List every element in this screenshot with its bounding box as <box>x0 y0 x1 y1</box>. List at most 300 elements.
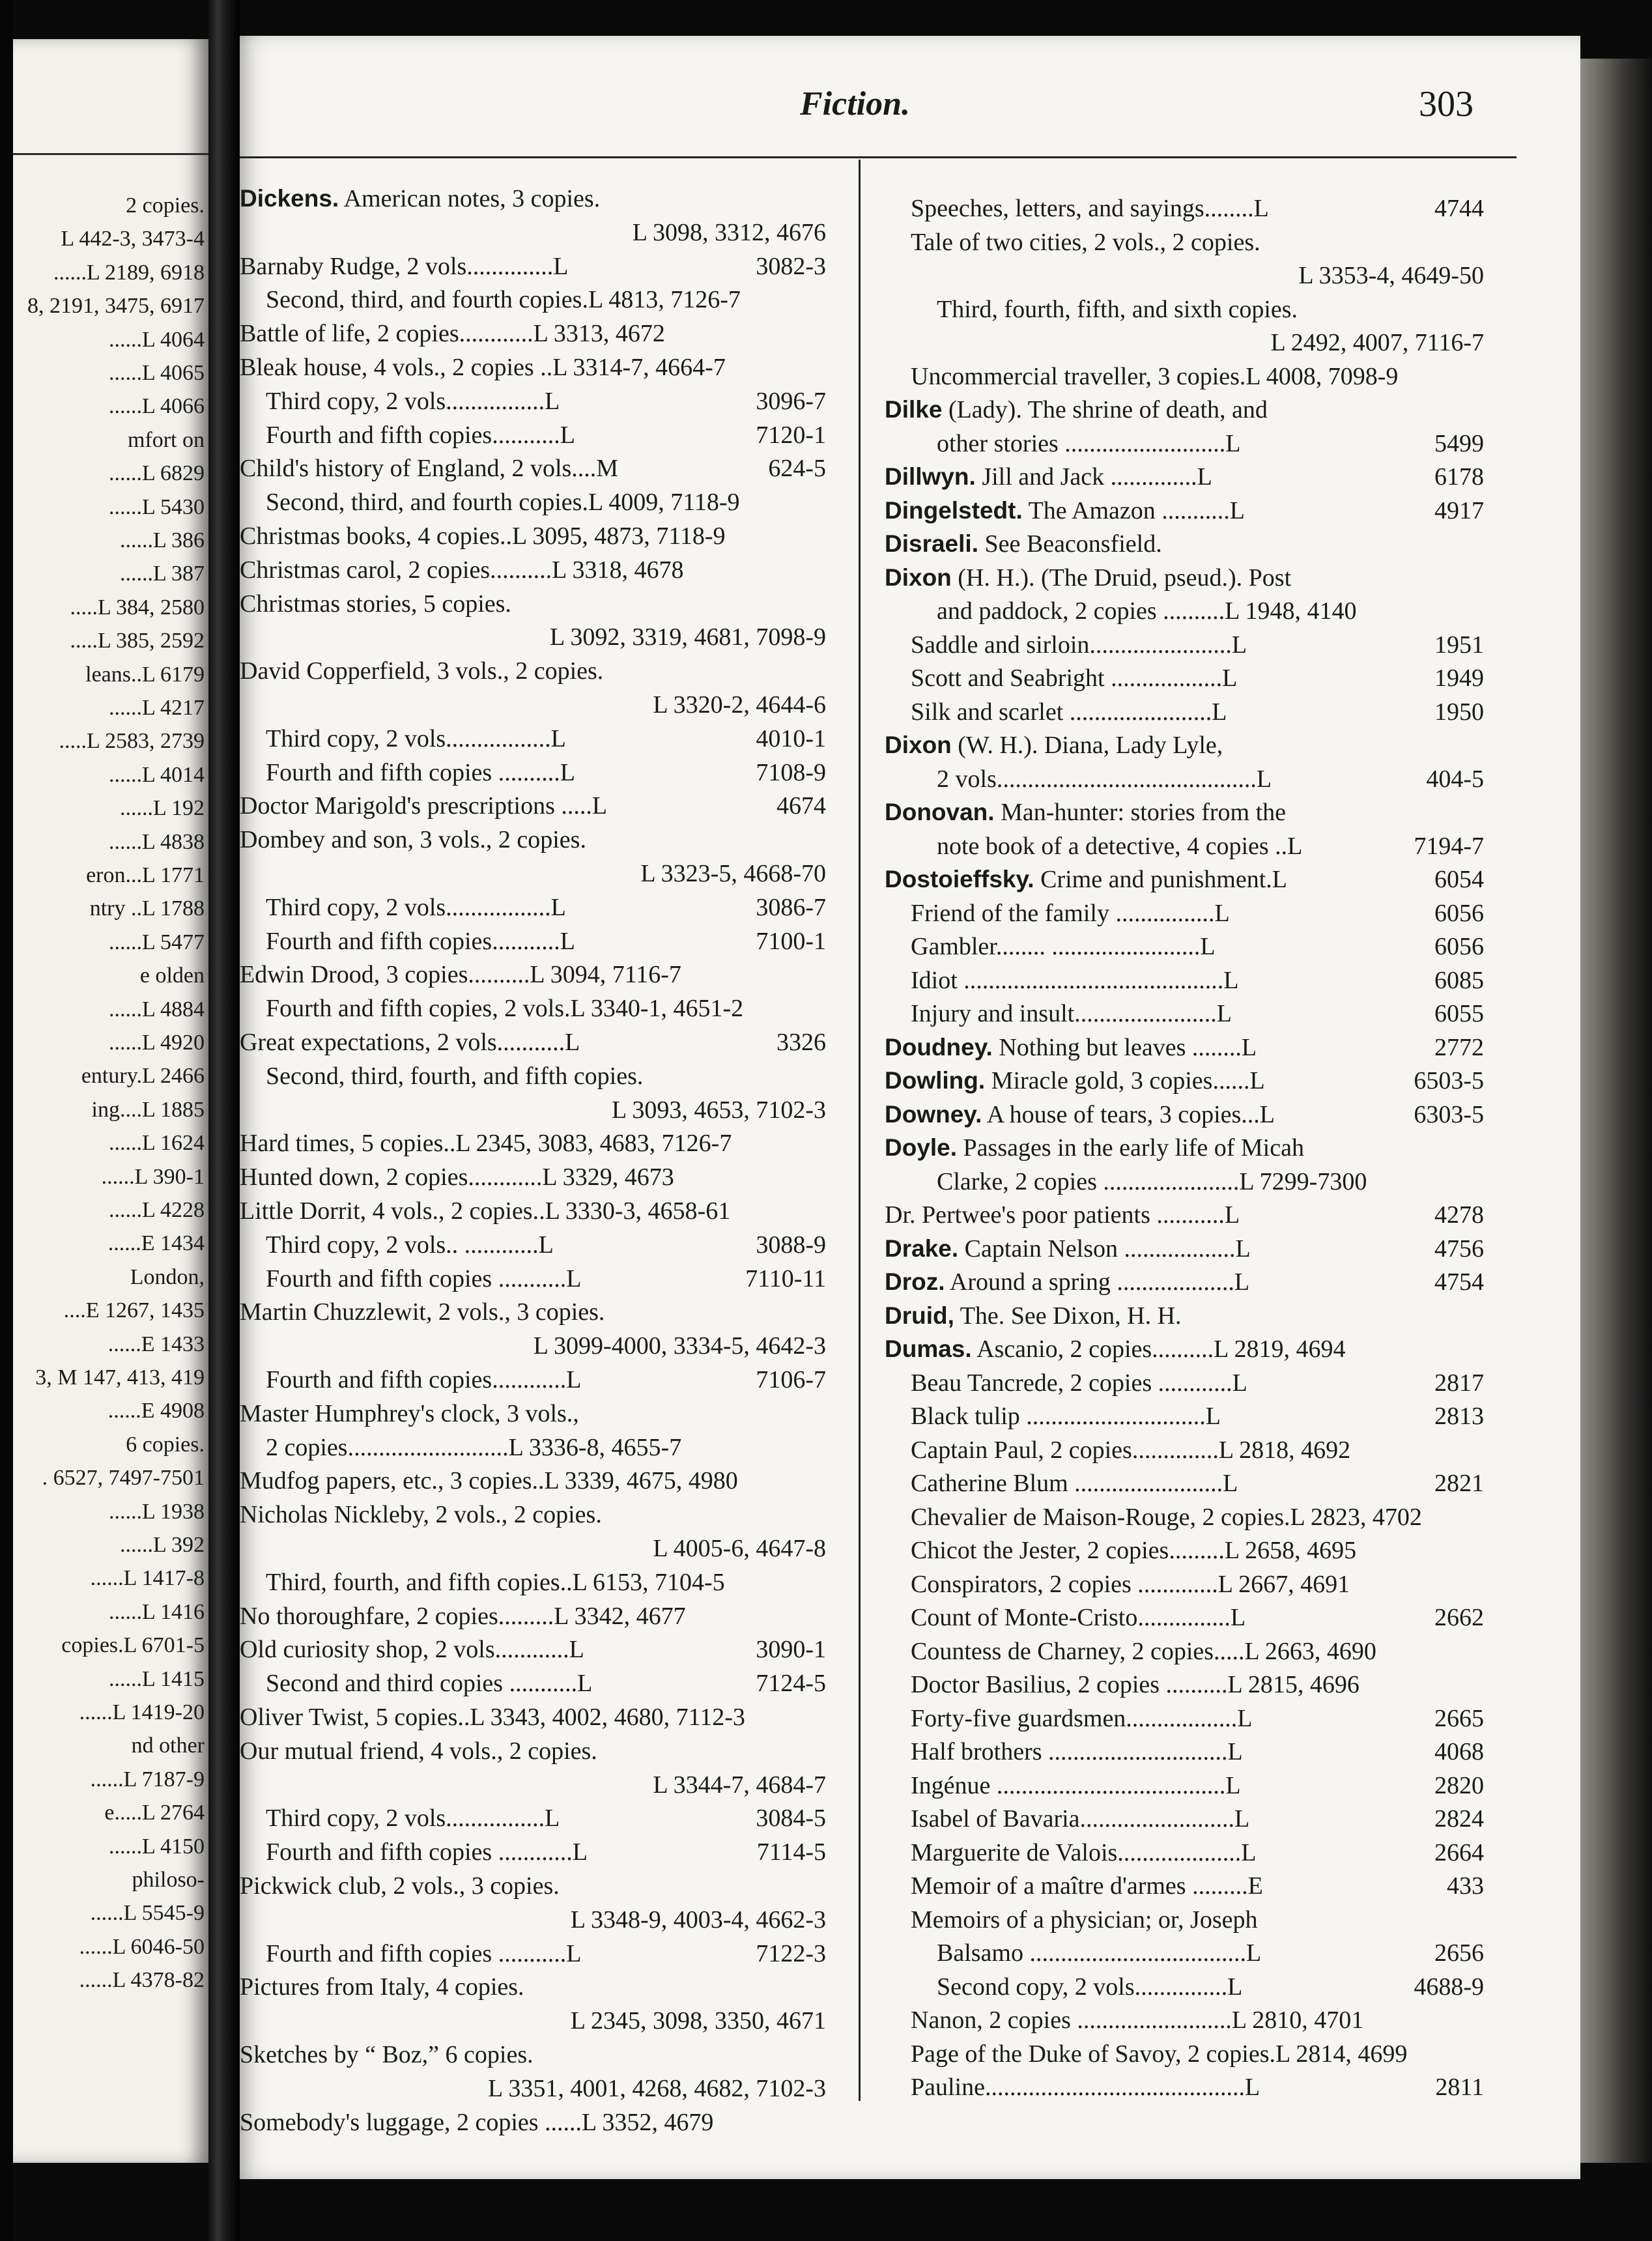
title-text: Catherine Blum ........................L <box>911 1470 1238 1497</box>
entry-text <box>885 1300 1182 1332</box>
call-numbers: 6503-5 <box>1414 1067 1484 1094</box>
index-entry <box>240 486 826 519</box>
entry-text <box>885 393 1268 426</box>
title-text: Idiot ..........................................L <box>911 966 1239 994</box>
entry-text <box>937 763 1272 795</box>
index-entry <box>885 964 1484 997</box>
title-text: A house of tears, 3 copies...L <box>986 1100 1275 1128</box>
entry-text <box>911 226 1260 259</box>
index-entry <box>240 1229 826 1261</box>
call-numbers: 3086-7 <box>756 893 826 921</box>
call-numbers: 3082-3 <box>756 252 826 280</box>
index-entry <box>885 1769 1484 1802</box>
entry-text <box>885 1199 1240 1231</box>
entry-text <box>240 1397 579 1430</box>
index-entry <box>240 216 826 249</box>
title-text: note book of a detective, 4 copies ..L <box>937 832 1303 860</box>
left-fragment-line <box>13 859 208 892</box>
index-entry <box>240 283 826 316</box>
entry-text <box>240 182 600 215</box>
entry-text <box>911 1769 1241 1802</box>
title-text: Tale of two cities, 2 vols., 2 copies. <box>911 228 1260 256</box>
title-text: Oliver Twist, 5 copies..L 3343, 4002, 4680, 7112-3 <box>240 1704 745 1731</box>
left-fragment-text: ntry ..L 1788 <box>89 896 205 921</box>
entry-text <box>240 790 607 822</box>
index-entry <box>240 1600 826 1633</box>
entry-text <box>240 1127 732 1160</box>
left-fragment-line <box>13 993 208 1027</box>
index-entry <box>240 621 826 653</box>
index-entry <box>240 655 826 687</box>
call-numbers: 6056 <box>1434 933 1484 960</box>
title-text: Third copy, 2 vols.................L <box>266 724 566 752</box>
entry-text <box>266 1060 643 1092</box>
author-heading: Doudney. <box>885 1033 993 1061</box>
index-entry <box>885 997 1484 1030</box>
title-text: Scott and Seabright ..................L <box>911 664 1238 692</box>
entry-text <box>885 528 1162 560</box>
entry-text <box>266 1836 588 1868</box>
call-numbers: L 3351, 4001, 4268, 4682, 7102-3 <box>488 2074 826 2102</box>
call-numbers: 7120-1 <box>756 421 826 449</box>
title-text: and paddock, 2 copies ..........L 1948, 4140 <box>937 597 1357 625</box>
entry-text <box>911 997 1232 1030</box>
left-fragment-text: 3, M 147, 413, 419 <box>35 1365 205 1390</box>
index-entry <box>885 930 1484 963</box>
left-fragment-text: L 442-3, 3473-4 <box>61 227 205 251</box>
index-entry <box>885 360 1484 393</box>
index-entry <box>240 588 826 620</box>
index-entry <box>240 1735 826 1767</box>
left-fragment-line <box>13 1294 208 1328</box>
call-numbers: 7108-9 <box>756 758 826 786</box>
index-entry <box>885 1333 1484 1365</box>
call-numbers: 4754 <box>1434 1268 1484 1296</box>
title-text: Uncommercial traveller, 3 copies.L 4008, 7098-9 <box>911 362 1399 390</box>
call-numbers: 6055 <box>1434 1000 1484 1027</box>
title-text: Crime and punishment.L <box>1040 866 1287 893</box>
entry-text <box>240 452 618 485</box>
title-text: Miracle gold, 3 copies......L <box>991 1067 1265 1094</box>
book-gutter <box>208 0 240 2241</box>
left-fragment-line <box>13 1528 208 1562</box>
left-fragment-text: ......L 1419-20 <box>79 1700 205 1724</box>
title-text: Third copy, 2 vols.................L <box>266 893 566 921</box>
index-entry <box>885 192 1484 225</box>
left-fragment-text: ......L 4150 <box>108 1834 205 1859</box>
call-numbers: 7122-3 <box>756 1939 826 1967</box>
entry-text <box>240 554 683 586</box>
left-fragment-line <box>13 1361 208 1395</box>
index-entry <box>885 763 1484 795</box>
entry-text <box>911 2038 1407 2070</box>
left-fragment-line <box>13 1328 208 1362</box>
entry-text <box>266 1937 581 1970</box>
entry-text <box>240 588 511 620</box>
author-heading: Droz. <box>885 1268 945 1295</box>
title-text: Somebody's luggage, 2 copies ......L 3352, 4679 <box>240 2108 714 2136</box>
index-entry <box>240 1431 826 1464</box>
left-fragment-line <box>13 1796 208 1830</box>
index-entry <box>885 830 1484 863</box>
entry-text <box>266 419 575 451</box>
title-text: Mudfog papers, etc., 3 copies..L 3339, 4675, 4980 <box>240 1467 738 1495</box>
index-entry <box>240 891 826 924</box>
author-heading: Dostoieffsky. <box>885 866 1034 892</box>
title-text: Memoir of a maître d'armes .........E <box>911 1872 1263 1900</box>
entry-text <box>911 1735 1243 1768</box>
title-text: Jill and Jack ..............L <box>982 463 1212 491</box>
index-entry <box>240 1195 826 1227</box>
title-text: Fourth and fifth copies...........L <box>266 927 575 955</box>
index-entry <box>885 393 1484 426</box>
title-text: Page of the Duke of Savoy, 2 copies.L 2814, 4699 <box>911 2040 1408 2068</box>
left-fragment-line <box>13 1394 208 1428</box>
index-entry <box>240 182 826 215</box>
index-entry <box>240 689 826 721</box>
call-numbers: L 3344-7, 4684-7 <box>653 1771 826 1799</box>
left-fragment-line <box>13 189 208 223</box>
title-text: Christmas stories, 5 copies. <box>240 590 511 618</box>
author-heading: Druid, <box>885 1302 954 1329</box>
author-heading: Disraeli. <box>885 530 978 557</box>
title-text: Master Humphrey's clock, 3 vols., <box>240 1399 579 1427</box>
entry-text <box>240 1464 738 1497</box>
index-entry <box>240 1532 826 1565</box>
title-text: Third, fourth, fifth, and sixth copies. <box>937 295 1298 323</box>
entry-text <box>266 925 575 958</box>
title-text: Our mutual friend, 4 vols., 2 copies. <box>240 1737 597 1765</box>
title-text: Ascanio, 2 copies..........L 2819, 4694 <box>976 1335 1346 1363</box>
entry-text <box>911 1601 1246 1634</box>
call-numbers: 404-5 <box>1426 765 1484 793</box>
left-fragment-text: 8, 2191, 3475, 6917 <box>27 294 205 319</box>
index-entry <box>885 293 1484 326</box>
entry-text <box>240 1026 580 1059</box>
left-fragment-line <box>13 1160 208 1194</box>
title-text: Nothing but leaves ........L <box>999 1033 1257 1061</box>
index-entry <box>240 925 826 958</box>
title-text: Second, third, and fourth copies.L 4813, 7126-7 <box>266 286 741 314</box>
index-entry <box>240 1802 826 1834</box>
entry-text <box>266 1363 581 1396</box>
title-text: Martin Chuzzlewit, 2 vols., 3 copies. <box>240 1298 605 1326</box>
call-numbers: 2662 <box>1434 1604 1484 1631</box>
left-fragment-text: ......L 2189, 6918 <box>53 260 205 285</box>
index-entry <box>240 2072 826 2105</box>
index-entry <box>240 452 826 485</box>
entry-text <box>911 1568 1350 1601</box>
call-numbers: 4068 <box>1434 1738 1484 1765</box>
entry-text <box>885 729 1223 762</box>
entry-text <box>266 1263 581 1295</box>
index-entry <box>240 1263 826 1295</box>
index-entry <box>240 385 826 418</box>
title-text: Forty-five guardsmen..................L <box>911 1704 1253 1732</box>
left-fragment-line <box>13 1261 208 1294</box>
index-entry <box>240 554 826 586</box>
entry-text <box>240 1498 602 1531</box>
index-entry <box>885 461 1484 493</box>
index-entry <box>885 1702 1484 1735</box>
title-text: 2 vols..........................................L <box>937 765 1272 793</box>
call-numbers: 3090-1 <box>756 1636 826 1664</box>
left-fragment-text: ......L 5477 <box>108 930 205 954</box>
author-heading: Dickens. <box>240 185 339 212</box>
entry-text <box>266 1229 554 1261</box>
index-entry <box>240 1296 826 1328</box>
left-fragment-line <box>13 1461 208 1495</box>
left-fragment-line <box>13 1093 208 1127</box>
entry-text <box>266 1431 681 1464</box>
call-numbers: 4010-1 <box>756 724 826 752</box>
left-fragment-text: .....L 384, 2580 <box>70 595 205 620</box>
left-fragment-text: ......E 1433 <box>107 1332 205 1356</box>
left-fragment-text: .....L 385, 2592 <box>70 629 205 653</box>
left-fragment-text: ......L 4217 <box>108 696 205 720</box>
left-fragment-line <box>13 1193 208 1227</box>
left-fragment-text: London, <box>130 1264 205 1289</box>
call-numbers: 2811 <box>1435 2074 1484 2101</box>
title-text: Marguerite de Valois....................L <box>911 1838 1257 1866</box>
left-fragment-line <box>13 1428 208 1462</box>
index-entry <box>240 2005 826 2037</box>
index-entry <box>885 1803 1484 1835</box>
left-fragment-line <box>13 591 208 625</box>
left-fragment-line <box>13 1863 208 1897</box>
title-text: Christmas carol, 2 copies..........L 3318, 4678 <box>240 556 684 584</box>
index-entry <box>885 1367 1484 1399</box>
left-fragment-text: ......L 4066 <box>108 394 205 419</box>
entry-text <box>911 930 1216 963</box>
left-fragment-line <box>13 1562 208 1595</box>
index-entry <box>240 1094 826 1126</box>
call-numbers: 6085 <box>1434 966 1484 994</box>
entry-text <box>937 1971 1242 2003</box>
left-fragment-line <box>13 825 208 859</box>
index-entry <box>240 1667 826 1700</box>
left-fragment-line <box>13 1629 208 1663</box>
left-fragment-text: ......L 387 <box>119 562 205 586</box>
left-fragment-line <box>13 758 208 792</box>
title-text: Nicholas Nickleby, 2 vols., 2 copies. <box>240 1501 602 1529</box>
left-fragment-text: ......L 386 <box>119 528 205 552</box>
left-fragment-line <box>13 491 208 524</box>
left-fragment-text: nd other <box>131 1734 205 1758</box>
index-entry <box>240 1363 826 1396</box>
title-text: Second, third, fourth, and fifth copies. <box>266 1062 644 1090</box>
call-numbers: 6178 <box>1434 463 1484 491</box>
index-entry <box>885 1064 1484 1097</box>
title-text: Great expectations, 2 vols...........L <box>240 1029 580 1056</box>
left-fragment-text: 6 copies. <box>126 1432 205 1457</box>
author-heading: Donovan. <box>885 799 995 825</box>
title-text: Doctor Marigold's prescriptions .....L <box>240 792 608 820</box>
call-numbers: 4278 <box>1434 1201 1484 1229</box>
index-entry <box>240 1464 826 1497</box>
column-divider <box>859 160 861 2101</box>
title-text: Child's history of England, 2 vols....M <box>240 455 619 483</box>
entry-text <box>911 629 1247 661</box>
call-numbers: 1951 <box>1434 631 1484 659</box>
index-entry <box>240 823 826 856</box>
index-entry <box>240 1937 826 1970</box>
left-fragment-text: ......L 1417-8 <box>90 1566 205 1591</box>
left-fragment-text: ......E 1434 <box>107 1231 205 1256</box>
left-fragment-line <box>13 356 208 390</box>
entry-text <box>911 1702 1253 1735</box>
index-entry <box>885 863 1484 896</box>
author-heading: Dowling. <box>885 1067 986 1094</box>
title-text: Fourth and fifth copies...........L <box>266 421 575 449</box>
author-heading: Dillwyn. <box>885 463 976 490</box>
call-numbers: 2772 <box>1434 1033 1484 1061</box>
left-fragment-line <box>13 524 208 558</box>
author-heading: Dumas. <box>885 1335 972 1362</box>
entry-text <box>885 863 1287 896</box>
left-fragment-line <box>13 691 208 725</box>
left-fragment-text: ......L 4378-82 <box>79 1968 205 1993</box>
column-left <box>240 36 826 2179</box>
title-text: Fourth and fifth copies ............L <box>266 1838 588 1866</box>
call-numbers: 2821 <box>1434 1470 1484 1497</box>
title-text: Dr. Pertwee's poor patients ...........L <box>885 1201 1240 1229</box>
title-text: No thoroughfare, 2 copies.........L 3342, 4677 <box>240 1602 686 1630</box>
index-entry <box>885 1836 1484 1869</box>
title-text: American notes, 3 copies. <box>343 185 601 212</box>
index-entry <box>240 1397 826 1430</box>
entry-text <box>240 655 603 687</box>
index-entry <box>240 1971 826 2003</box>
call-numbers: 433 <box>1447 1872 1484 1900</box>
index-entry <box>885 1098 1484 1131</box>
title-text: Nanon, 2 copies .........................L 2810, 4701 <box>911 2006 1364 2034</box>
author-heading: Doyle. <box>885 1134 958 1161</box>
call-numbers: 5499 <box>1434 429 1484 457</box>
left-fragment-line <box>13 1963 208 1997</box>
call-numbers: L 3099-4000, 3334-5, 4642-3 <box>533 1332 826 1360</box>
title-text: David Copperfield, 3 vols., 2 copies. <box>240 657 604 685</box>
index-entry <box>240 1026 826 1059</box>
entry-text <box>911 1467 1238 1500</box>
entry-text <box>885 494 1245 527</box>
index-entry <box>885 326 1484 359</box>
call-numbers: L 4005-6, 4647-8 <box>653 1535 826 1562</box>
title-text: Friend of the family ................L <box>911 899 1230 927</box>
index-entry <box>240 958 826 991</box>
title-text: The. See Dixon, H. H. <box>960 1302 1182 1330</box>
index-entry <box>240 1701 826 1734</box>
call-numbers: 4917 <box>1434 496 1484 524</box>
left-fragment-text: philoso- <box>132 1868 205 1892</box>
entry-text <box>240 1161 674 1193</box>
left-fragment-text: ......L 4228 <box>108 1198 205 1222</box>
left-fragment-text: e.....L 2764 <box>104 1801 205 1825</box>
left-fragment-line <box>13 323 208 357</box>
title-text: Fourth and fifth copies ...........L <box>266 1939 582 1967</box>
author-heading: Dixon <box>885 564 952 591</box>
entry-text <box>240 958 681 991</box>
call-numbers: 2656 <box>1434 1939 1484 1967</box>
left-fragment-line <box>13 959 208 993</box>
index-entry <box>240 1060 826 1092</box>
left-fragment-line <box>13 658 208 692</box>
entry-text <box>240 1600 686 1633</box>
left-fragment-text: ......E 4908 <box>107 1399 205 1423</box>
index-entry <box>885 562 1484 594</box>
left-fragment-text: mfort on <box>127 427 205 452</box>
title-text: Black tulip .............................L <box>911 1403 1221 1430</box>
call-numbers: 2664 <box>1434 1838 1484 1866</box>
call-numbers: 3096-7 <box>756 387 826 415</box>
index-entry <box>885 1434 1484 1466</box>
entry-text <box>240 250 569 283</box>
call-numbers: 4688-9 <box>1414 1973 1484 2001</box>
index-entry <box>885 1568 1484 1601</box>
left-fragment-line <box>13 892 208 926</box>
title-text: (Lady). The shrine of death, and <box>948 396 1268 423</box>
call-numbers: 7100-1 <box>756 927 826 955</box>
left-fragment-line <box>13 1126 208 1160</box>
entry-text <box>911 1501 1422 1534</box>
entry-text <box>911 2004 1363 2036</box>
entry-text <box>911 1367 1247 1399</box>
call-numbers: 7106-7 <box>756 1366 826 1393</box>
entry-text <box>937 293 1298 326</box>
left-fragment-line <box>13 1830 208 1864</box>
entry-text <box>266 486 740 519</box>
left-fragment-text: e olden <box>139 963 205 988</box>
index-entry <box>885 897 1484 930</box>
title-text: Passages in the early life of Micah <box>963 1134 1304 1162</box>
entry-text <box>911 696 1227 728</box>
index-entry <box>885 696 1484 728</box>
title-text: Dombey and son, 3 vols., 2 copies. <box>240 826 586 854</box>
title-text: Pickwick club, 2 vols., 3 copies. <box>240 1872 560 1900</box>
call-numbers: L 3348-9, 4003-4, 4662-3 <box>570 1906 826 1934</box>
title-text: Fourth and fifth copies............L <box>266 1366 582 1393</box>
title-text: Third copy, 2 vols................L <box>266 1805 560 1833</box>
entry-text <box>885 461 1212 493</box>
entry-text <box>911 1836 1257 1869</box>
title-text: Second, third, and fourth copies.L 4009, 7118-9 <box>266 489 740 517</box>
entry-text <box>240 1971 524 2003</box>
call-numbers: L 2345, 3098, 3350, 4671 <box>570 2007 826 2035</box>
title-text: 2 copies..........................L 3336-8, 4655-7 <box>266 1433 682 1461</box>
index-entry <box>885 1870 1484 1902</box>
index-entry <box>885 1467 1484 1500</box>
entry-text <box>911 897 1230 930</box>
index-entry <box>240 2106 826 2139</box>
left-fragment-text: ......L 4064 <box>108 327 205 352</box>
index-entry <box>885 1031 1484 1064</box>
title-text: Saddle and sirloin.......................L <box>911 631 1247 659</box>
title-text: Little Dorrit, 4 vols., 2 copies..L 3330-3, 4658-61 <box>240 1197 731 1225</box>
entry-text <box>240 520 726 552</box>
left-fragment-text: ......L 6829 <box>108 461 205 486</box>
title-text: Second copy, 2 vols...............L <box>937 1973 1243 2001</box>
entry-text <box>266 1667 592 1700</box>
index-entry <box>885 1501 1484 1534</box>
left-fragment-line <box>13 1729 208 1763</box>
title-text: Clarke, 2 copies ......................L 7299-7300 <box>937 1167 1367 1195</box>
index-entry <box>885 1601 1484 1634</box>
entry-text <box>240 1296 605 1328</box>
index-entry <box>240 992 826 1025</box>
index-entry <box>885 595 1484 627</box>
index-entry <box>885 226 1484 259</box>
entry-text <box>911 1534 1356 1567</box>
